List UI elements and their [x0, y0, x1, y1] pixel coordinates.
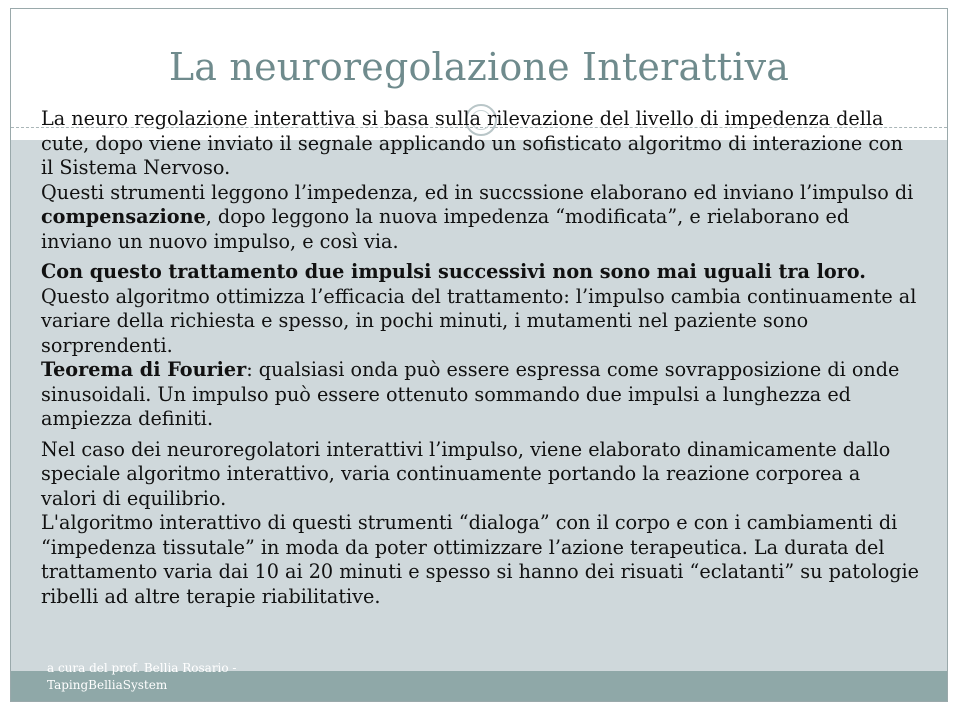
- paragraph-key-statement: Con questo trattamento due impulsi successivi non sono mai uguali tra loro.: [41, 260, 866, 283]
- paragraph-impedance: Questi strumenti leggono l’impedenza, ed in succssione elaborano ed inviano l’impulso di compensazione, dopo leggono la nuova impedenza “modificata”, e rielaborano ed inviano un nuovo impulso, e così via.: [41, 180, 914, 253]
- slide-title: La neuroregolazione Interattiva: [168, 45, 790, 89]
- paragraph-algorithm: L'algoritmo interattivo di questi strumenti “dialoga” con il corpo e con i cambiamenti di “impedenza tissutale” in moda da poter ottimizzare l’azione terapeutica. La durata del trattamento varia dai 10 ai 20 minuti e spesso si hanno dei risuati “eclatanti” su patologie ribelli ad altre terapie riabilitative.: [41, 511, 920, 608]
- paragraph-fourier: Teorema di Fourier: qualsiasi onda può essere espressa come sovrapposizione di onde sinusoidali. Un impulso può essere ottenuto sommando due impulsi a lunghezza ed ampiezza definiti.: [41, 358, 900, 430]
- paragraph-neuroregulators: Nel caso dei neuroregolatori interattivi l’impulso, viene elaborato dinamicamente dallo speciale algoritmo interattivo, varia continuamente portando la reazione corporea a valori di equilibrio.: [41, 437, 891, 510]
- paragraph-intro: La neuro regolazione interattiva si basa sulla rilevazione del livello di impedenza della cute, dopo viene inviato il segnale applicando un sofisticato algoritmo di interazione con il Sistema Nervoso.: [41, 107, 904, 179]
- footer-credit: a cura del prof. Bellia Rosario - TapingBelliaSystem: [47, 661, 237, 692]
- bold-fourier: Teorema di Fourier: [41, 358, 247, 381]
- slide: [10, 8, 948, 702]
- paragraph-optimization: Questo algoritmo ottimizza l’efficacia del trattamento: l’impulso cambia continuamente al variare della richiesta e spesso, in pochi minuti, i mutamenti nel paziente sono sorprendenti.: [41, 284, 917, 357]
- bold-compensazione: compensazione: [41, 205, 206, 228]
- slide-body: [41, 107, 921, 609]
